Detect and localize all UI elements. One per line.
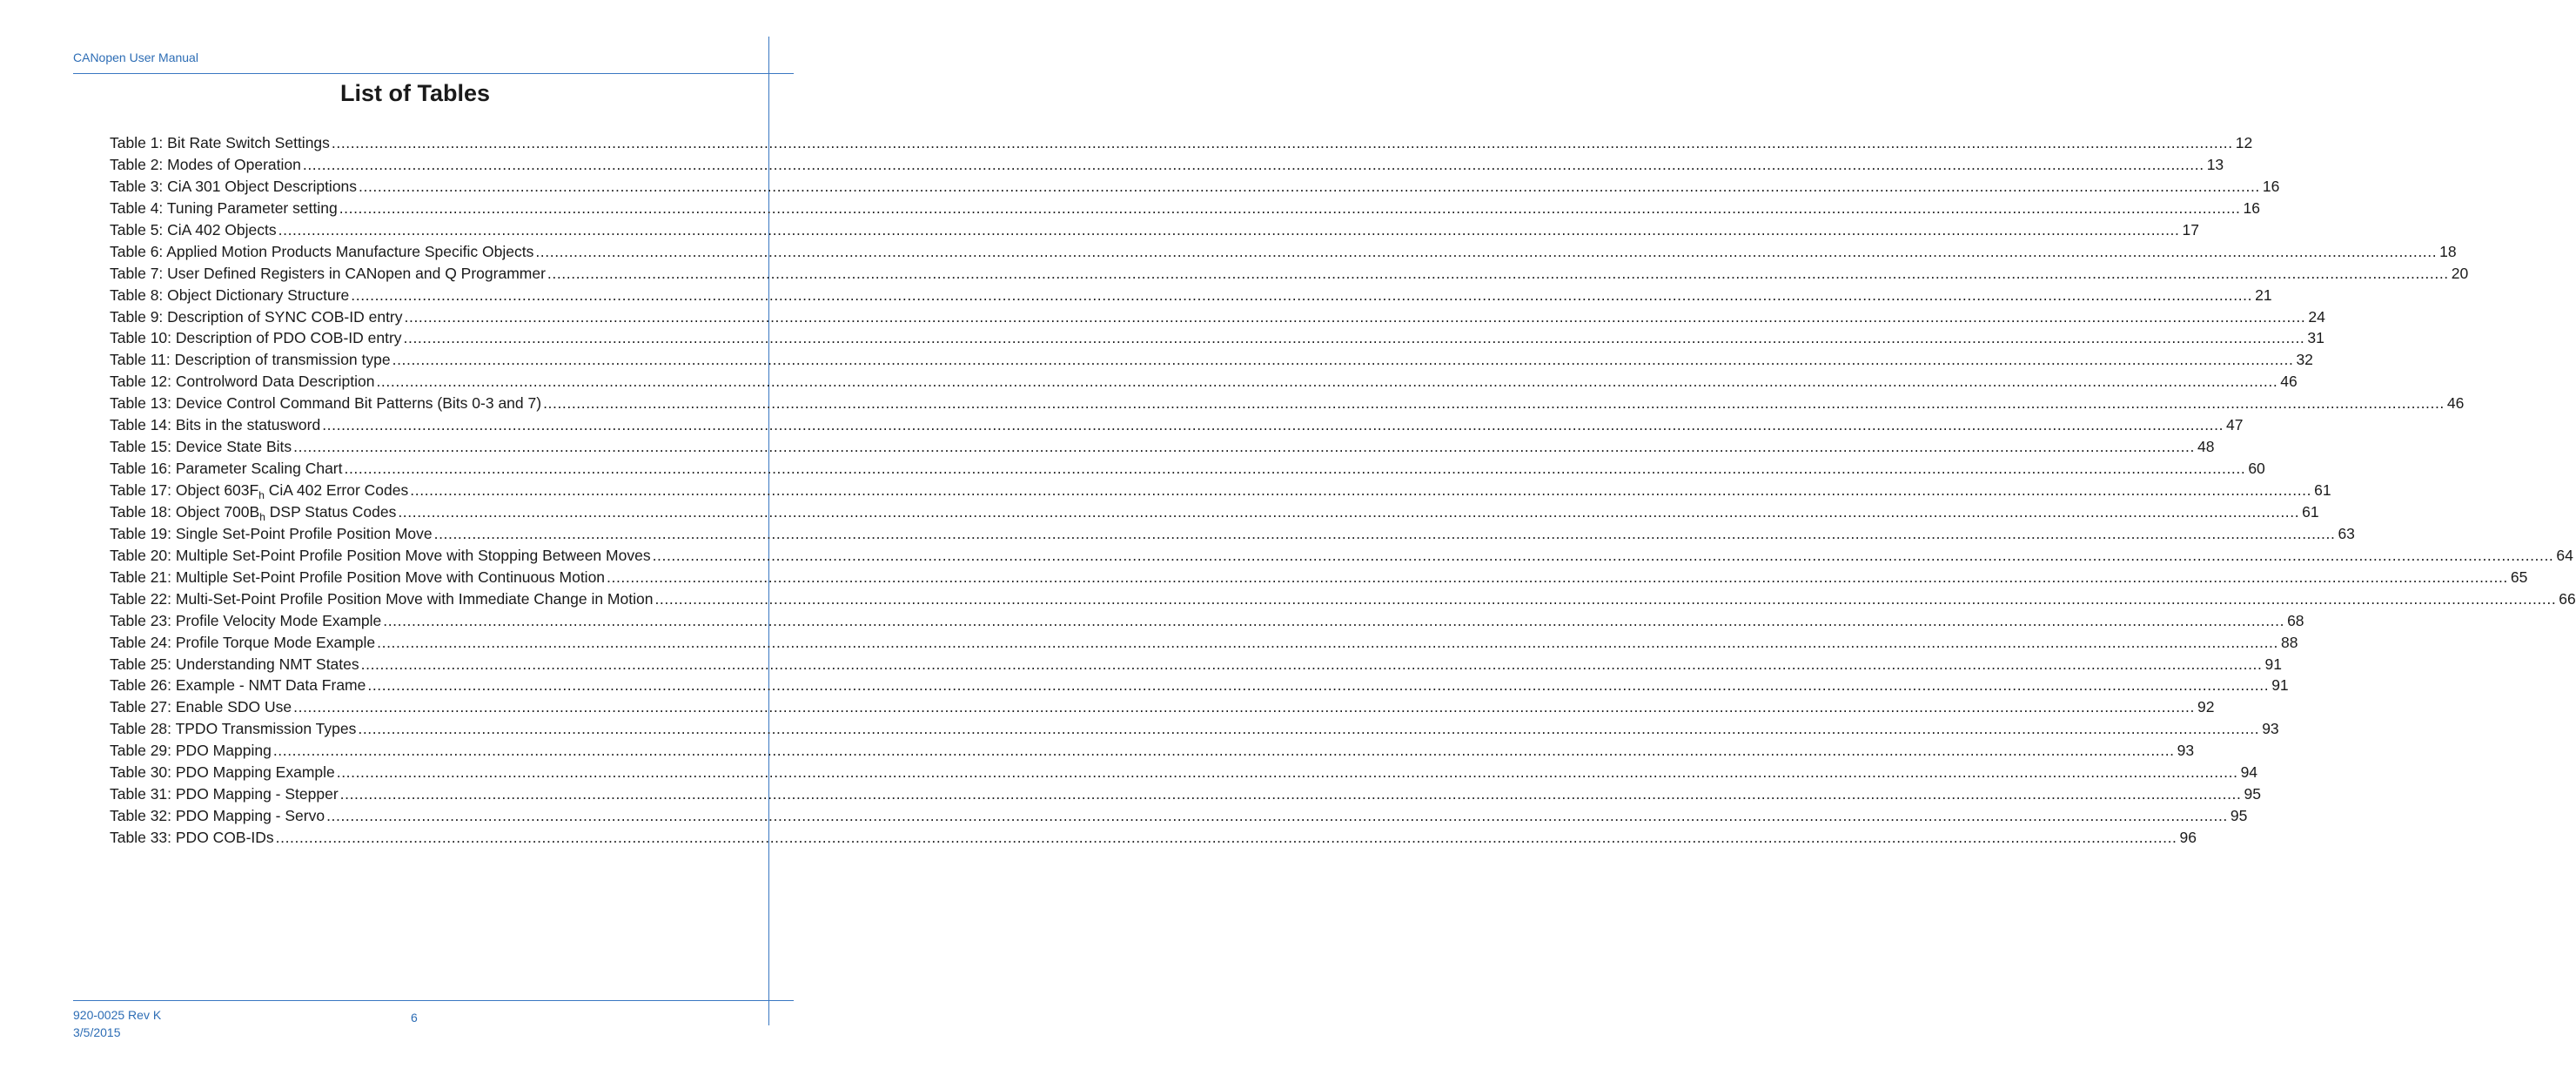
toc-entry-page: 68	[2287, 611, 2304, 629]
toc-entry[interactable]	[110, 198, 2260, 219]
toc-entry[interactable]	[110, 567, 2528, 588]
toc-entry-subscript: h	[259, 510, 265, 523]
toc-entry-title	[110, 632, 375, 654]
toc-entry-title	[110, 610, 381, 632]
toc-entry[interactable]	[110, 306, 2325, 328]
toc-entry-title	[110, 696, 292, 718]
toc-entry-page: 88	[2280, 633, 2298, 651]
toc-entry[interactable]	[110, 458, 2265, 480]
toc-entry-title-text: Table 6: Applied Motion Products Manufacture Specific Objects	[110, 242, 534, 260]
toc-entry-title-text: Table 31: PDO Mapping - Stepper	[110, 785, 339, 803]
toc-entry-page: 61	[2302, 502, 2319, 521]
toc-entry-title-text: Table 14: Bits in the statusword	[110, 416, 321, 434]
toc-entry-title-text: Table 16: Parameter Scaling Chart	[110, 460, 343, 478]
toc-entry-title	[110, 349, 391, 371]
toc-entry-page: 63	[2338, 524, 2355, 542]
toc-entry-title	[110, 545, 651, 567]
toc-entry-page: 18	[2439, 242, 2457, 260]
toc-entry-title	[110, 783, 339, 805]
toc-dot-leader: ................................................................................................................................................................................................................................................................................................................................................................................................................	[358, 720, 2260, 738]
toc-entry[interactable]	[110, 241, 2457, 263]
toc-entry-title-text: Table 33: PDO COB-IDs	[110, 829, 274, 846]
toc-entry[interactable]	[110, 740, 2195, 762]
toc-entry-page: 94	[2240, 763, 2258, 782]
toc-entry[interactable]	[110, 827, 2197, 849]
toc-entry[interactable]	[110, 805, 2248, 827]
manual-title: CANopen User Manual	[73, 50, 198, 64]
toc-entry-page: 92	[2197, 698, 2215, 716]
toc-entry[interactable]	[110, 501, 2319, 523]
toc-dot-leader: ................................................................................................................................................................................................................................................................................................................................................................................................................	[336, 763, 2238, 782]
toc-entry-title	[110, 414, 320, 436]
toc-dot-leader: ................................................................................................................................................................................................................................................................................................................................................................................................................	[410, 481, 2312, 499]
toc-entry-title	[110, 827, 274, 849]
toc-entry-page: 61	[2314, 481, 2331, 499]
toc-entry-page: 66	[2559, 589, 2576, 608]
toc-entry-page: 91	[2264, 655, 2282, 673]
toc-entry-title-text: Table 22: Multi-Set-Point Profile Position Move with Immediate Change in Motion	[110, 589, 654, 608]
toc-entry-page: 96	[2179, 829, 2197, 846]
toc-entry-title-text: Table 4: Tuning Parameter setting	[110, 198, 338, 217]
toc-entry-title	[110, 241, 533, 263]
toc-entry-title-text: Table 25: Understanding NMT States	[110, 655, 359, 673]
toc-entry-title-text: Table 24: Profile Torque Mode Example	[110, 633, 376, 651]
toc-entry-page: 12	[2235, 134, 2253, 151]
toc-dot-leader: ................................................................................................................................................................................................................................................................................................................................................................................................................	[376, 373, 2278, 391]
toc-entry-page: 60	[2248, 460, 2265, 478]
toc-dot-leader: ................................................................................................................................................................................................................................................................................................................................................................................................................	[331, 134, 2233, 151]
toc-entry-title-text: Table 1: Bit Rate Switch Settings	[110, 134, 330, 151]
toc-dot-leader: ................................................................................................................................................................................................................................................................................................................................................................................................................	[359, 177, 2260, 195]
toc-dot-leader: ................................................................................................................................................................................................................................................................................................................................................................................................................	[403, 329, 2305, 347]
toc-dot-leader: ................................................................................................................................................................................................................................................................................................................................................................................................................	[607, 568, 2508, 586]
toc-entry-page: 48	[2197, 438, 2215, 456]
toc-entry-page: 93	[2262, 720, 2279, 738]
toc-entry-title	[110, 306, 403, 328]
toc-entry-page: 16	[2243, 198, 2260, 217]
toc-entry[interactable]	[110, 762, 2258, 783]
toc-entry[interactable]	[110, 414, 2244, 436]
header-rule	[73, 73, 794, 74]
toc-dot-leader: ................................................................................................................................................................................................................................................................................................................................................................................................................	[383, 611, 2285, 629]
toc-dot-leader: ................................................................................................................................................................................................................................................................................................................................................................................................................	[367, 676, 2270, 695]
toc-dot-leader: ................................................................................................................................................................................................................................................................................................................................................................................................................	[543, 394, 2445, 413]
toc-entry[interactable]	[110, 696, 2215, 718]
toc-entry-title-text: Table 30: PDO Mapping Example	[110, 763, 335, 782]
toc-entry[interactable]	[110, 610, 2304, 632]
toc-entry-page: 21	[2255, 286, 2272, 304]
toc-entry-title	[110, 480, 408, 501]
toc-dot-leader: ................................................................................................................................................................................................................................................................................................................................................................................................................	[654, 589, 2557, 608]
toc-dot-leader: ................................................................................................................................................................................................................................................................................................................................................................................................................	[344, 460, 2246, 478]
toc-entry-title-text: Table 29: PDO Mapping	[110, 742, 272, 760]
toc-entry-title-text: Table 3: CiA 301 Object Descriptions	[110, 177, 358, 195]
toc-entry-title	[110, 371, 374, 393]
toc-entry-title	[110, 176, 357, 198]
toc-entry-page: 13	[2206, 155, 2224, 173]
toc-entry-page: 64	[2556, 546, 2573, 564]
toc-entry-title	[110, 588, 653, 610]
toc-entry-title-text: Table 9: Description of SYNC COB-ID entry	[110, 307, 403, 326]
toc-entry-title	[110, 718, 356, 740]
toc-entry-page: 16	[2262, 177, 2280, 195]
toc-entry-page: 65	[2510, 568, 2528, 586]
toc-entry[interactable]	[110, 176, 2280, 198]
toc-dot-leader: ................................................................................................................................................................................................................................................................................................................................................................................................................	[293, 438, 2195, 456]
toc-entry[interactable]	[110, 154, 2224, 176]
toc-entry[interactable]	[110, 480, 2331, 501]
toc-dot-leader: ................................................................................................................................................................................................................................................................................................................................................................................................................	[360, 655, 2263, 673]
table-list	[110, 132, 2576, 849]
footer-rule	[73, 1000, 794, 1001]
toc-dot-leader: ................................................................................................................................................................................................................................................................................................................................................................................................................	[398, 502, 2300, 521]
toc-entry-title	[110, 675, 366, 696]
toc-entry[interactable]	[110, 393, 2465, 414]
toc-entry[interactable]	[110, 523, 2355, 545]
toc-entry-title	[110, 219, 277, 241]
toc-dot-leader: ................................................................................................................................................................................................................................................................................................................................................................................................................	[302, 155, 2204, 173]
toc-entry-title-text: Table 5: CiA 402 Objects	[110, 220, 277, 239]
toc-entry[interactable]	[110, 371, 2298, 393]
toc-entry-title-text: Table 17: Object 603F	[110, 481, 259, 499]
toc-entry-page: 91	[2271, 676, 2289, 695]
toc-entry-title	[110, 762, 335, 783]
toc-entry-page: 17	[2182, 220, 2199, 239]
toc-entry[interactable]	[110, 675, 2289, 696]
footer-page-number: 6	[411, 1011, 418, 1025]
toc-entry-title-suffix: DSP Status Codes	[265, 502, 397, 521]
toc-entry[interactable]	[110, 285, 2272, 306]
toc-entry-page: 46	[2280, 373, 2298, 391]
toc-entry-title-text: Table 7: User Defined Registers in CANopen and Q Programmer	[110, 264, 546, 282]
toc-dot-leader: ................................................................................................................................................................................................................................................................................................................................................................................................................	[547, 264, 2449, 282]
toc-entry-title	[110, 285, 349, 306]
toc-entry-title	[110, 198, 338, 219]
toc-dot-leader: ................................................................................................................................................................................................................................................................................................................................................................................................................	[433, 524, 2336, 542]
footer-date: 3/5/2015	[73, 1025, 121, 1039]
toc-dot-leader: ................................................................................................................................................................................................................................................................................................................................................................................................................	[339, 198, 2241, 217]
toc-entry-page: 95	[2230, 807, 2248, 825]
toc-entry-title-text: Table 2: Modes of Operation	[110, 155, 301, 173]
toc-entry[interactable]	[110, 436, 2215, 458]
toc-entry-page: 95	[2244, 785, 2261, 803]
toc-dot-leader: ................................................................................................................................................................................................................................................................................................................................................................................................................	[272, 742, 2175, 760]
toc-entry-title	[110, 805, 325, 827]
toc-entry[interactable]	[110, 632, 2298, 654]
toc-dot-leader: ................................................................................................................................................................................................................................................................................................................................................................................................................	[377, 633, 2278, 651]
toc-entry-page: 20	[2451, 264, 2469, 282]
toc-entry-title-text: Table 28: TPDO Transmission Types	[110, 720, 357, 738]
toc-dot-leader: ................................................................................................................................................................................................................................................................................................................................................................................................................	[404, 307, 2306, 326]
toc-dot-leader: ................................................................................................................................................................................................................................................................................................................................................................................................................	[339, 785, 2242, 803]
toc-entry-title-text: Table 18: Object 700B	[110, 502, 260, 521]
toc-entry-title	[110, 436, 292, 458]
toc-entry[interactable]	[110, 654, 2282, 675]
toc-entry-title	[110, 654, 359, 675]
toc-dot-leader: ................................................................................................................................................................................................................................................................................................................................................................................................................	[392, 351, 2294, 369]
toc-entry-title-text: Table 8: Object Dictionary Structure	[110, 286, 350, 304]
page-title: List of Tables	[339, 80, 491, 106]
toc-dot-leader: ................................................................................................................................................................................................................................................................................................................................................................................................................	[322, 416, 2224, 434]
toc-entry[interactable]	[110, 588, 2576, 610]
toc-entry-title-text: Table 23: Profile Velocity Mode Example	[110, 611, 382, 629]
toc-entry[interactable]	[110, 132, 2253, 154]
toc-entry-title-text: Table 13: Device Control Command Bit Patterns (Bits 0-3 and 7)	[110, 394, 542, 413]
toc-entry-title-text: Table 10: Description of PDO COB-ID entry	[110, 329, 402, 347]
toc-dot-leader: ................................................................................................................................................................................................................................................................................................................................................................................................................	[351, 286, 2253, 304]
toc-entry-title	[110, 458, 343, 480]
toc-entry[interactable]	[110, 783, 2261, 805]
toc-dot-leader: ................................................................................................................................................................................................................................................................................................................................................................................................................	[278, 220, 2180, 239]
toc-entry-title-text: Table 15: Device State Bits	[110, 438, 292, 456]
toc-entry-title	[110, 740, 272, 762]
toc-entry-subscript: h	[258, 489, 265, 501]
toc-entry-title-suffix: CiA 402 Error Codes	[264, 481, 409, 499]
toc-entry-title-text: Table 11: Description of transmission type	[110, 351, 391, 369]
toc-entry-title-text: Table 26: Example - NMT Data Frame	[110, 676, 366, 695]
toc-entry-page: 32	[2296, 351, 2313, 369]
toc-entry-title	[110, 393, 541, 414]
toc-dot-leader: ................................................................................................................................................................................................................................................................................................................................................................................................................	[293, 698, 2195, 716]
toc-dot-leader: ................................................................................................................................................................................................................................................................................................................................................................................................................	[535, 242, 2438, 260]
toc-entry-page: 47	[2226, 416, 2244, 434]
toc-entry-title	[110, 154, 301, 176]
toc-entry[interactable]	[110, 349, 2313, 371]
footer-doc-number: 920-0025 Rev K	[73, 1008, 162, 1022]
toc-entry-page: 93	[2177, 742, 2195, 760]
toc-entry-title	[110, 327, 402, 349]
toc-entry-title	[110, 567, 605, 588]
toc-entry-title-text: Table 32: PDO Mapping - Servo	[110, 807, 325, 825]
toc-entry-page: 24	[2308, 307, 2325, 326]
toc-entry-page: 31	[2307, 329, 2324, 347]
toc-entry-page: 46	[2446, 394, 2465, 413]
toc-entry-title	[110, 263, 546, 285]
toc-entry-title-text: Table 20: Multiple Set-Point Profile Position Move with Stopping Between Moves	[110, 546, 651, 564]
toc-dot-leader: ................................................................................................................................................................................................................................................................................................................................................................................................................	[275, 829, 2177, 846]
toc-dot-leader: ................................................................................................................................................................................................................................................................................................................................................................................................................	[652, 546, 2554, 564]
toc-entry-title	[110, 501, 396, 523]
toc-entry-title-text: Table 21: Multiple Set-Point Profile Position Move with Continuous Motion	[110, 568, 606, 586]
toc-entry-title-text: Table 19: Single Set-Point Profile Position Move	[110, 524, 433, 542]
toc-entry[interactable]	[110, 219, 2199, 241]
toc-entry-title-text: Table 27: Enable SDO Use	[110, 698, 292, 716]
toc-entry-title	[110, 523, 433, 545]
toc-entry-title	[110, 132, 330, 154]
toc-dot-leader: ................................................................................................................................................................................................................................................................................................................................................................................................................	[326, 807, 2228, 825]
toc-entry[interactable]	[110, 718, 2279, 740]
toc-entry-title-text: Table 12: Controlword Data Description	[110, 373, 375, 391]
toc-entry[interactable]	[110, 545, 2573, 567]
toc-entry[interactable]	[110, 263, 2469, 285]
toc-entry[interactable]	[110, 327, 2324, 349]
